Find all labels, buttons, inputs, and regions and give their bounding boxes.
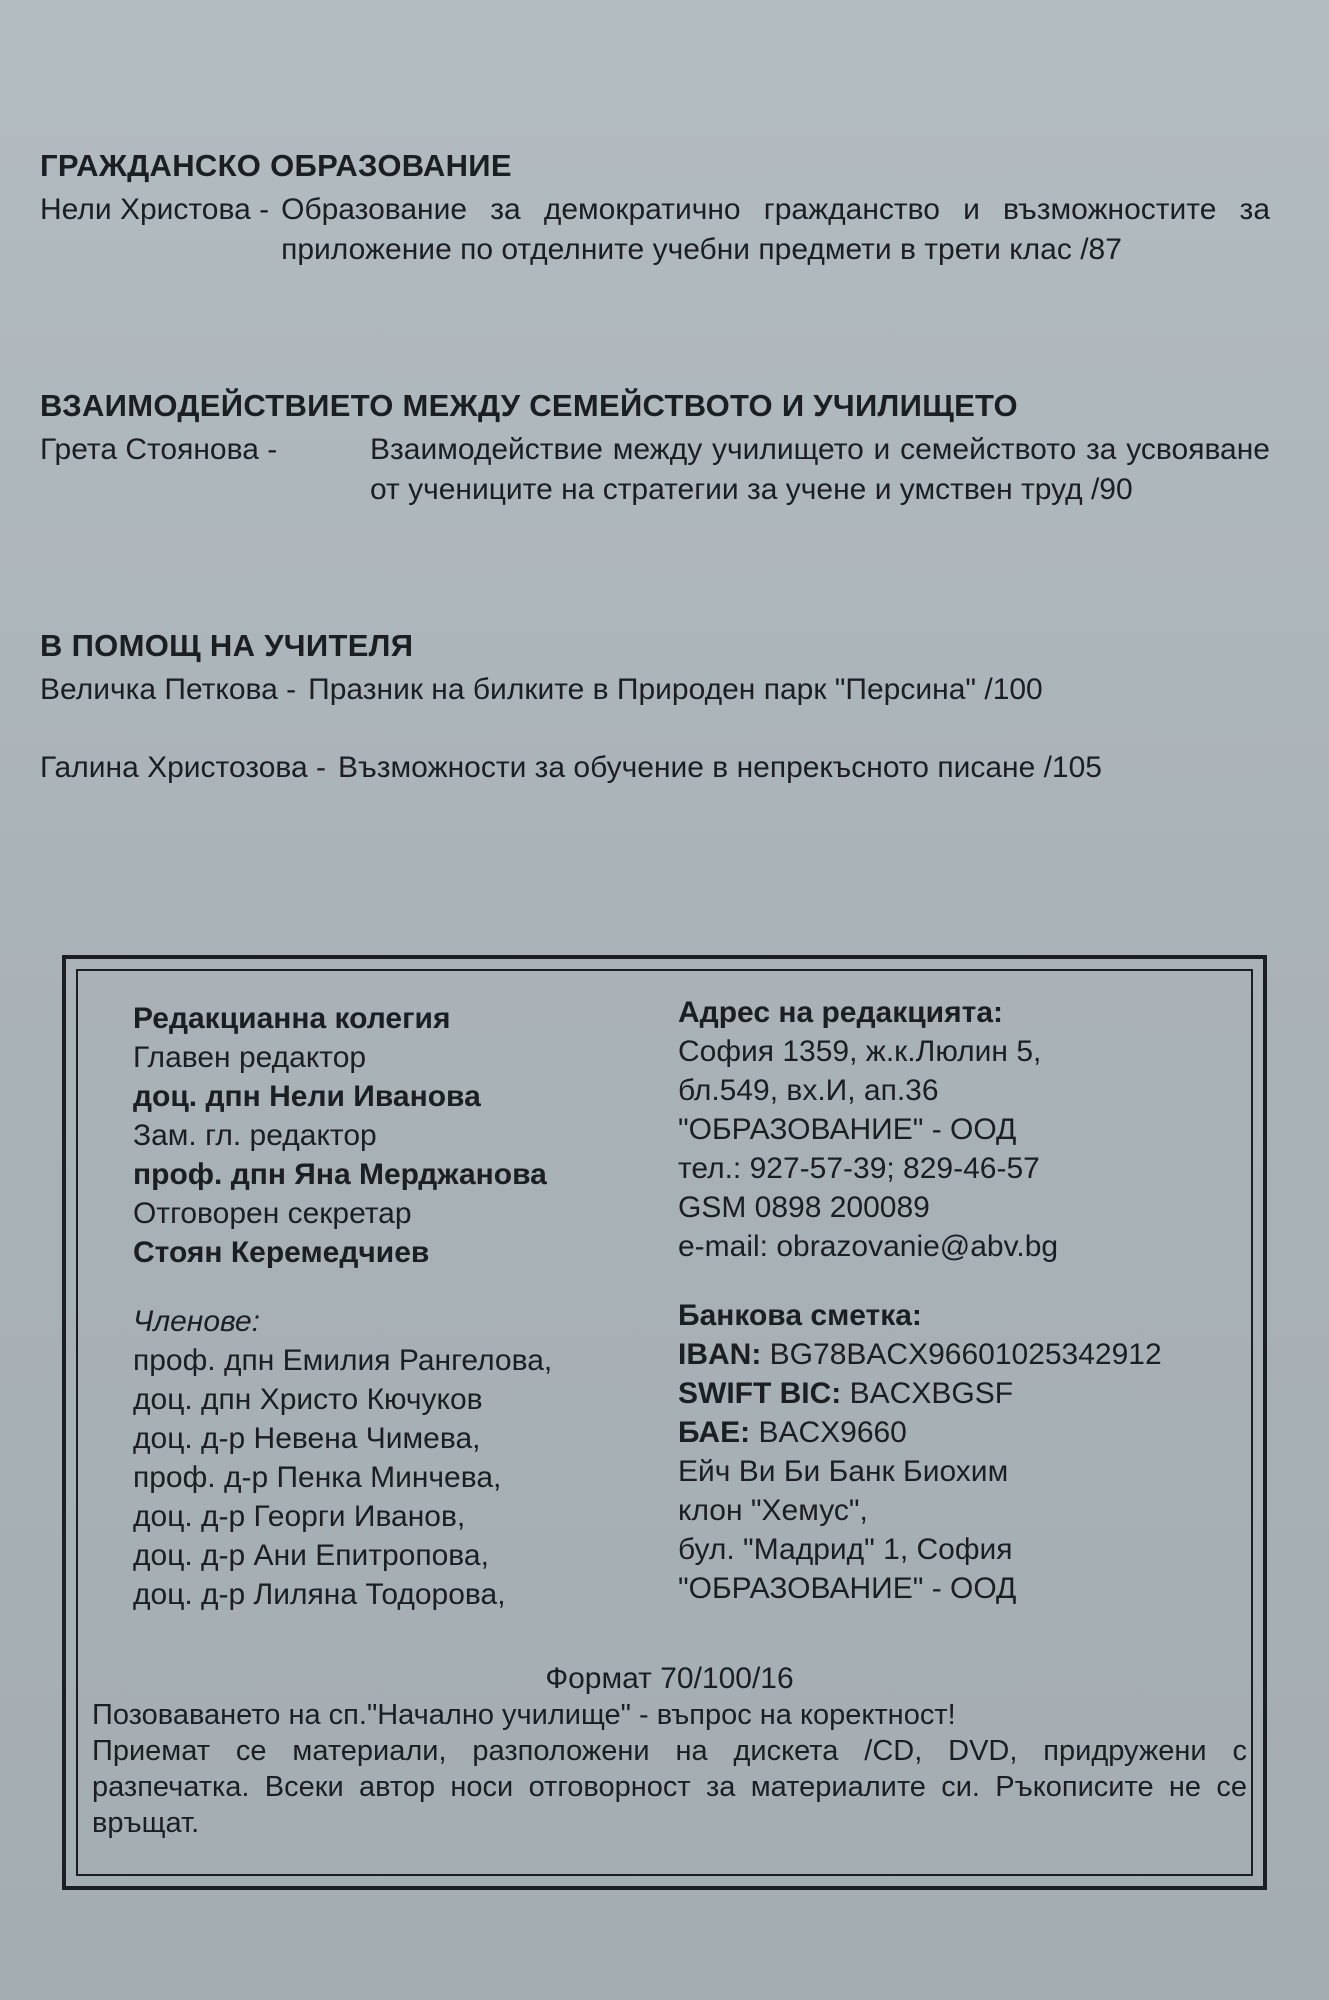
members-heading: Членове:: [133, 1305, 261, 1338]
member-item: доц. д-р Ани Епитропова,: [133, 1539, 489, 1572]
section-title: ГРАЖДАНСКО ОБРАЗОВАНИЕ: [40, 148, 512, 183]
imprint-inner-frame: [76, 969, 1253, 1876]
bank-line: "ОБРАЗОВАНИЕ" - ООД: [678, 1572, 1017, 1605]
section-family-school: [40, 388, 1270, 510]
imprint-box: [62, 955, 1267, 1890]
editorial-address: [678, 993, 1238, 1608]
member-item: доц. д-р Георги Иванов,: [133, 1500, 466, 1533]
submission-notice: Приемат се материали, разположени на дискета /CD, DVD, придружени с разпечатка. Всеки автор носи отговорност за материалите си. Ръкописите не се връщат.: [92, 1735, 1247, 1839]
board-heading: Редакцианна колегия: [133, 1002, 451, 1035]
iban-label: IBAN:: [678, 1338, 762, 1371]
entry-title: Взаимодействие между училището и семейството за усвояване от учениците на стратегии за учене и умствен труд /90: [370, 433, 1270, 506]
entry-author: Галина Христозова -: [40, 751, 327, 784]
bank-heading: Банкова сметка:: [678, 1299, 922, 1332]
editor-name: доц. дпн Нели Иванова: [133, 1080, 481, 1113]
iban-value: BG78BACX96601025342912: [769, 1338, 1162, 1371]
entry-author: Грета Стоянова -: [40, 433, 278, 466]
entry-title: Празник на билките в Природен парк "Персина" /100: [308, 673, 1043, 706]
bae-value: BACX9660: [758, 1416, 907, 1449]
entry-title: Образование за демократично гражданство и възможностите за приложение по отделните учебни предмети в трети клас /87: [281, 193, 1270, 266]
entry-title: Възможности за обучение в непрекъсното писане /105: [338, 751, 1102, 784]
section-title: В ПОМОЩ НА УЧИТЕЛЯ: [40, 628, 414, 663]
address-line: София 1359, ж.к.Люлин 5,: [678, 1035, 1042, 1068]
deputy-role: Зам. гл. редактор: [133, 1119, 377, 1152]
section-title: ВЗАИМОДЕЙСТВИЕТО МЕЖДУ СЕМЕЙСТВОТО И УЧИЛИЩЕТО: [40, 388, 1018, 423]
toc-entry: [40, 430, 1270, 510]
member-item: доц. д-р Лиляна Тодорова,: [133, 1578, 506, 1611]
secretary-name: Стоян Керемедчиев: [133, 1236, 430, 1269]
section-teacher-help: [40, 628, 1270, 788]
editor-role: Главен редактор: [133, 1041, 367, 1074]
email-line: e-mail: obrazovanie@abv.bg: [678, 1230, 1059, 1263]
imprint-footer: [92, 1661, 1247, 1841]
member-item: доц. дпн Христо Кючуков: [133, 1383, 483, 1416]
toc-entry: [40, 190, 1270, 270]
citation-notice: Позоваването на сп."Начално училище" - въпрос на коректност!: [92, 1699, 956, 1731]
swift-value: BACXBGSF: [849, 1377, 1014, 1410]
bae-label: БАЕ:: [678, 1416, 751, 1449]
address-line: "ОБРАЗОВАНИЕ" - ООД: [678, 1113, 1017, 1146]
member-item: проф. дпн Емилия Рангелова,: [133, 1344, 553, 1377]
address-heading: Адрес на редакцията:: [678, 996, 1003, 1029]
address-line: бл.549, вх.И, ап.36: [678, 1074, 939, 1107]
entry-author: Нели Христова -: [40, 193, 270, 226]
swift-line: [678, 1374, 1238, 1413]
bae-line: [678, 1413, 1238, 1452]
section-civic-education: [40, 148, 1270, 270]
deputy-name: проф. дпн Яна Мерджанова: [133, 1158, 547, 1191]
bank-line: клон "Хемус",: [678, 1494, 868, 1527]
member-item: проф. д-р Пенка Минчева,: [133, 1461, 502, 1494]
bank-line: бул. "Мадрид" 1, София: [678, 1533, 1013, 1566]
toc-entry: [40, 670, 1270, 710]
phone-line: тел.: 927-57-39; 829-46-57: [678, 1152, 1040, 1185]
toc-entry: [40, 748, 1270, 788]
format-line: Формат 70/100/16: [545, 1662, 794, 1695]
entry-author: Величка Петкова -: [40, 673, 297, 706]
editorial-board: [133, 999, 693, 1614]
bank-line: Ейч Ви Би Банк Биохим: [678, 1455, 1009, 1488]
swift-label: SWIFT BIC:: [678, 1377, 842, 1410]
gsm-line: GSM 0898 200089: [678, 1191, 930, 1224]
iban-line: [678, 1335, 1238, 1374]
secretary-role: Отговорен секретар: [133, 1197, 412, 1230]
member-item: доц. д-р Невена Чимева,: [133, 1422, 481, 1455]
